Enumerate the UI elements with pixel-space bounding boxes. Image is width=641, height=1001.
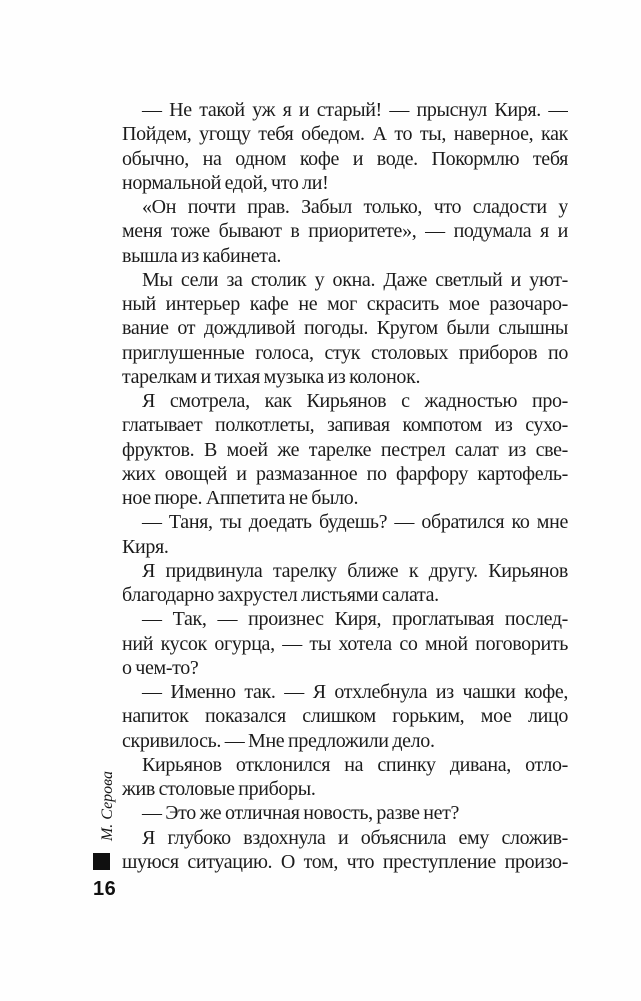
- text-line: вышла из кабинета.: [122, 244, 282, 267]
- text-line: Я придвинула тарелку ближе к другу. Кирьянов: [142, 559, 568, 582]
- text-line: — Не такой уж я и старый! — прыснул Киря. —: [142, 99, 568, 121]
- text-line: ний кусок огурца, — ты хотела со мной поговорить: [122, 632, 568, 655]
- text-line: — Именно так. — Я отхлебнула из чашки кофе,: [142, 681, 568, 703]
- paragraph: [122, 607, 568, 680]
- text-line: Я смотрела, как Кирьянов с жадностью про-: [142, 390, 568, 412]
- text-line: Пойдем, угощу тебя обедом. А то ты, наверное, как: [122, 123, 568, 146]
- text-line: глатывает полкотлеты, запивая компотом из сухо-: [122, 414, 568, 437]
- text-line: шуюся ситуацию. О том, что преступление произо-: [122, 850, 568, 873]
- text-line: фруктов. В моей же тарелке пестрел салат из све-: [122, 438, 568, 461]
- text-line: ный интерьер кафе не мог скрасить мое разочаро-: [122, 293, 568, 315]
- text-line: благодарно захрустел листьями салата.: [122, 584, 439, 606]
- text-line: напиток показался слишком горьким, мое лицо: [122, 705, 568, 728]
- text-line: — Таня, ты доедать будешь? — обратился ко мне: [142, 511, 568, 534]
- paragraph: [122, 801, 568, 825]
- paragraph: [122, 753, 568, 802]
- page-number: 16: [93, 878, 117, 900]
- text-line: — Это же отличная новость, разве нет?: [142, 802, 460, 825]
- paragraph: [122, 826, 568, 875]
- paragraph: [122, 389, 568, 510]
- text-line: Я глубоко вздохнула и объяснила ему сложив-: [142, 826, 568, 849]
- text-line: тарелкам и тихая музыка из колонок.: [122, 365, 421, 388]
- paragraph: [122, 98, 568, 195]
- text-line: жив столовые приборы.: [122, 778, 316, 800]
- text-line: ное пюре. Аппетита не было.: [122, 487, 359, 509]
- paragraph: [122, 195, 568, 268]
- paragraph: [122, 510, 568, 559]
- text-line: о чем-то?: [122, 656, 199, 679]
- text-line: меня тоже бывают в приоритете», — подумала я и: [122, 220, 568, 243]
- author-sidebar-label: М. Серова: [99, 770, 116, 842]
- text-line: Кирьянов отклонился на спинку дивана, отло-: [142, 753, 568, 776]
- paragraph: [122, 268, 568, 389]
- text-line: жих овощей и размазанное по фарфору картофель-: [122, 462, 568, 485]
- text-line: приглушенные голоса, стук столовых приборов по: [122, 341, 568, 364]
- text-line: — Так, — произнес Киря, проглатывая послед-: [142, 608, 568, 631]
- text-line: обычно, на одном кофе и воде. Покормлю тебя: [122, 147, 568, 170]
- text-line: Киря.: [122, 535, 169, 558]
- text-line: вание от дождливой погоды. Кругом были слышны: [122, 317, 568, 340]
- paragraph: [122, 559, 568, 608]
- text-line: «Он почти прав. Забыл только, что сладости у: [142, 196, 568, 218]
- text-line: нормальной едой, что ли!: [122, 171, 329, 194]
- paragraph: [122, 680, 568, 753]
- text-line: скривилось. — Мне предложили дело.: [122, 729, 435, 752]
- section-marker-square-icon: [93, 853, 110, 870]
- body-text: [122, 98, 568, 874]
- text-line: Мы сели за столик у окна. Даже светлый и уют-: [142, 268, 568, 291]
